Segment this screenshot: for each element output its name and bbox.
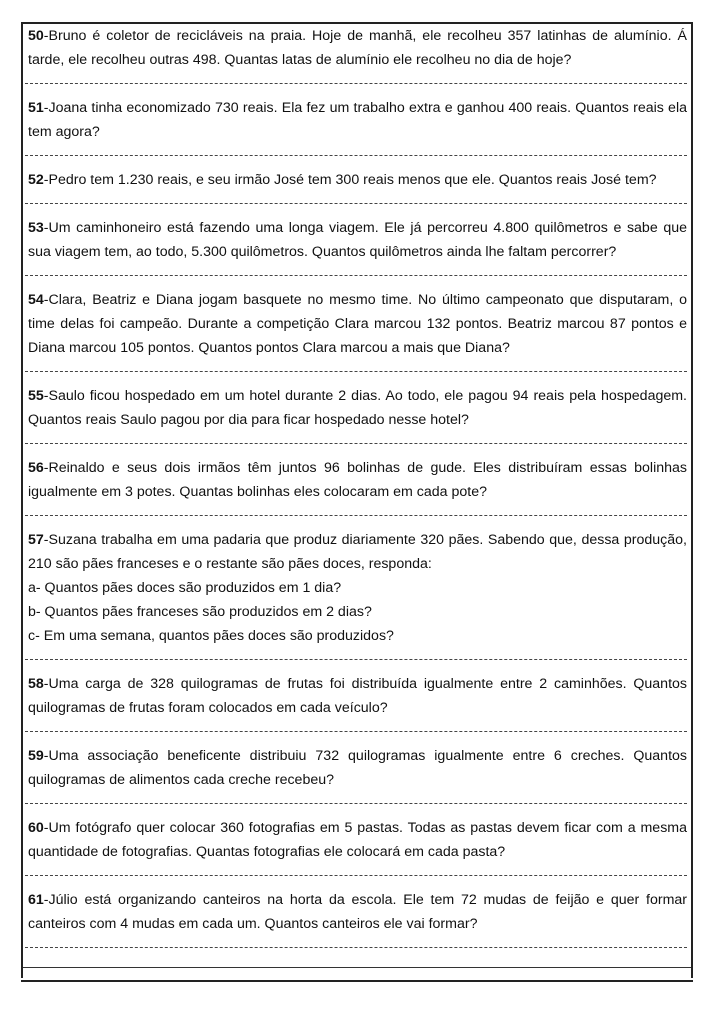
question-text: -Bruno é coletor de recicláveis na praia. Hoje de manhã, ele recolheu 357 latinhas de alumínio. Á tarde, ele recolheu outras 498. Quantas latas de alumínio ele recolheu no dia de hoje? bbox=[28, 28, 687, 68]
question-text: -Júlio está organizando canteiros na horta da escola. Ele tem 72 mudas de feijão e quer formar canteiros com 4 mudas em cada um. Quantos canteiros ele vai formar? bbox=[28, 892, 687, 932]
dashed-separator bbox=[25, 275, 687, 277]
question-number: 58 bbox=[28, 676, 44, 692]
dashed-separator bbox=[25, 515, 687, 517]
question-text: -Pedro tem 1.230 reais, e seu irmão José tem 300 reais menos que ele. Quantos reais José tem? bbox=[43, 172, 657, 188]
question-52 bbox=[28, 168, 687, 192]
question-55 bbox=[28, 384, 687, 432]
question-number: 51 bbox=[28, 100, 44, 116]
dashed-separator bbox=[25, 803, 687, 805]
question-text: -Joana tinha economizado 730 reais. Ela fez um trabalho extra e ganhou 400 reais. Quantos reais ela tem agora? bbox=[28, 100, 687, 140]
question-text: -Saulo ficou hospedado em um hotel durante 2 dias. Ao todo, ele pagou 94 reais pela hospedagem. Quantos reais Saulo pagou por dia para ficar hospedado nesse hotel? bbox=[28, 388, 687, 428]
inner-border-line bbox=[23, 967, 691, 968]
question-50 bbox=[28, 24, 687, 72]
sub-question-c: c- Em uma semana, quantos pães doces são produzidos? bbox=[28, 628, 394, 644]
dashed-separator bbox=[25, 947, 687, 949]
dashed-separator bbox=[25, 371, 687, 373]
dashed-separator bbox=[25, 659, 687, 661]
question-number: 50 bbox=[28, 28, 44, 44]
question-number: 53 bbox=[28, 220, 44, 236]
sub-question-a: a- Quantos pães doces são produzidos em 1 dia? bbox=[28, 580, 342, 596]
question-54 bbox=[28, 288, 687, 360]
question-list bbox=[28, 24, 687, 960]
question-60 bbox=[28, 816, 687, 864]
question-text: -Suzana trabalha em uma padaria que produz diariamente 320 pães. Sabendo que, dessa produção, 210 são pães franceses e o restante são pães doces, responda: bbox=[28, 532, 687, 572]
dashed-separator bbox=[25, 875, 687, 877]
sub-question-b: b- Quantos pães franceses são produzidos em 2 dias? bbox=[28, 604, 372, 620]
question-58 bbox=[28, 672, 687, 720]
question-53 bbox=[28, 216, 687, 264]
dashed-separator bbox=[25, 731, 687, 733]
question-56 bbox=[28, 456, 687, 504]
question-text: -Clara, Beatriz e Diana jogam basquete no mesmo time. No último campeonato que disputaram, o time delas foi campeão. Durante a competição Clara marcou 132 pontos. Beatriz marcou 87 pontos e Diana marcou 105 pontos. Quantos pontos Clara marcou a mais que Diana? bbox=[28, 292, 687, 356]
question-number: 52 bbox=[28, 172, 44, 188]
question-text: -Um caminhoneiro está fazendo uma longa viagem. Ele já percorreu 4.800 quilômetros e sabe que sua viagem tem, ao todo, 5.300 quilômetros. Quantos quilômetros ainda lhe faltam percorrer? bbox=[28, 220, 687, 260]
dashed-separator bbox=[25, 155, 687, 157]
worksheet-frame bbox=[21, 22, 693, 978]
question-number: 54 bbox=[28, 292, 44, 308]
question-number: 57 bbox=[28, 532, 44, 548]
question-number: 59 bbox=[28, 748, 44, 764]
question-text: -Uma associação beneficente distribuiu 732 quilogramas igualmente entre 6 creches. Quantos quilogramas de alimentos cada creche recebeu? bbox=[28, 748, 687, 788]
question-59 bbox=[28, 744, 687, 792]
question-51 bbox=[28, 96, 687, 144]
dashed-separator bbox=[25, 443, 687, 445]
question-text: -Reinaldo e seus dois irmãos têm juntos 96 bolinhas de gude. Eles distribuíram essas bolinhas igualmente em 3 potes. Quantas bolinhas eles colocaram em cada pote? bbox=[28, 460, 687, 500]
question-number: 55 bbox=[28, 388, 44, 404]
question-number: 61 bbox=[28, 892, 44, 908]
question-number: 60 bbox=[28, 820, 44, 836]
dashed-separator bbox=[25, 83, 687, 85]
question-text: -Um fotógrafo quer colocar 360 fotografias em 5 pastas. Todas as pastas devem ficar com a mesma quantidade de fotografias. Quantas fotografias ele colocará em cada pasta? bbox=[28, 820, 687, 860]
dashed-separator bbox=[25, 203, 687, 205]
question-61 bbox=[28, 888, 687, 936]
question-57 bbox=[28, 528, 687, 576]
question-number: 56 bbox=[28, 460, 44, 476]
question-text: -Uma carga de 328 quilogramas de frutas foi distribuída igualmente entre 2 caminhões. Quantos quilogramas de frutas foram colocados em cada veículo? bbox=[28, 676, 687, 716]
